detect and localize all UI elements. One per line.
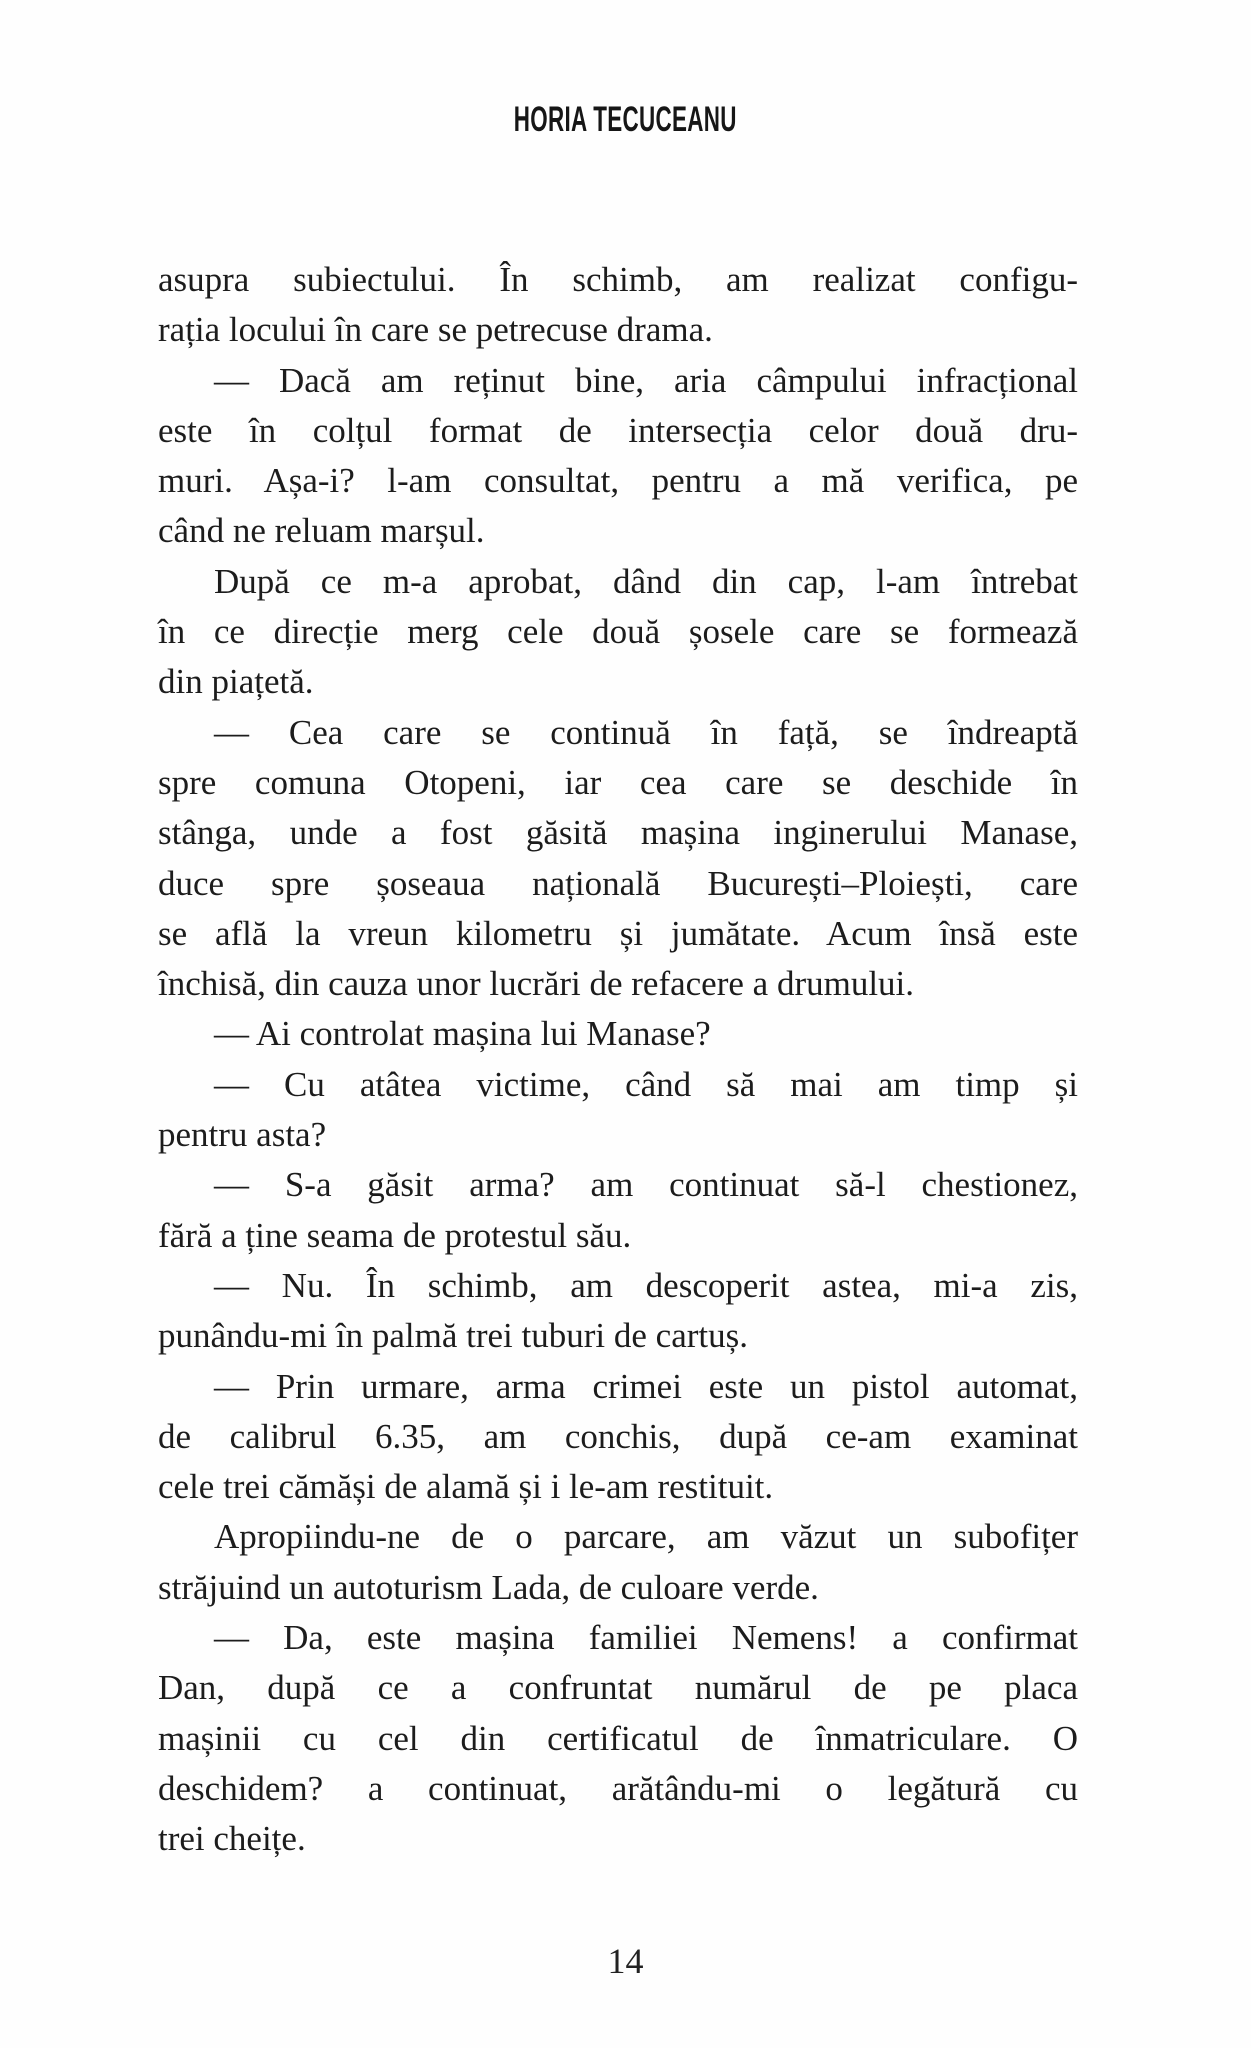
text-line: rația locului în care se petrecuse drama. xyxy=(158,310,713,350)
paragraph xyxy=(158,1362,1078,1513)
text-line: de calibrul 6.35, am conchis, după ce-am examinat xyxy=(158,1416,1078,1456)
running-header-text: HORIA TECUCEANU xyxy=(514,100,737,139)
text-line: fără a ține seama de protestul său. xyxy=(158,1215,632,1255)
text-line: muri. Așa-i? l-am consultat, pentru a mă verifica, pe xyxy=(158,461,1078,501)
running-header xyxy=(0,100,1251,140)
text-line: — S-a găsit arma? am continuat să-l chestionez, xyxy=(214,1165,1078,1205)
paragraph xyxy=(158,1512,1078,1613)
paragraph xyxy=(158,557,1078,708)
text-line: — Da, este mașina familiei Nemens! a confirmat xyxy=(214,1618,1078,1658)
paragraph xyxy=(158,1613,1078,1864)
paragraph xyxy=(158,1160,1078,1261)
text-line: din piațetă. xyxy=(158,662,314,702)
text-line: — Cea care se continuă în față, se îndreaptă xyxy=(214,712,1078,752)
text-line: mașinii cu cel din certificatul de înmatriculare. O xyxy=(158,1718,1078,1758)
text-line: După ce m-a aprobat, dând din cap, l-am întrebat xyxy=(214,561,1078,601)
text-line: — Cu atâtea victime, când să mai am timp și xyxy=(214,1064,1078,1104)
text-block xyxy=(158,255,1078,1865)
text-line: spre comuna Otopeni, iar cea care se deschide în xyxy=(158,762,1078,802)
text-line: străjuind un autoturism Lada, de culoare verde. xyxy=(158,1567,819,1607)
text-line: trei cheițe. xyxy=(158,1819,306,1859)
paragraph xyxy=(158,1261,1078,1362)
text-line: deschidem? a continuat, arătându-mi o legătură cu xyxy=(158,1768,1078,1808)
text-line: când ne reluam marșul. xyxy=(158,511,485,551)
text-line: în ce direcție merg cele două șosele care se formează xyxy=(158,612,1078,652)
text-line: — Prin urmare, arma crimei este un pistol automat, xyxy=(214,1366,1078,1406)
text-line: se află la vreun kilometru și jumătate. Acum însă este xyxy=(158,913,1078,953)
text-line: punându-mi în palmă trei tuburi de cartuș. xyxy=(158,1316,748,1356)
text-line: Dan, după ce a confruntat numărul de pe placa xyxy=(158,1668,1078,1708)
text-line: pentru asta? xyxy=(158,1115,327,1155)
text-line: asupra subiectului. În schimb, am realizat configu- xyxy=(158,260,1078,299)
text-line: Apropiindu-ne de o parcare, am văzut un subofițer xyxy=(214,1517,1078,1557)
paragraph xyxy=(158,708,1078,1010)
text-line: — Dacă am reținut bine, aria câmpului infracțional xyxy=(214,360,1078,400)
text-line: duce spre șoseaua națională București–Ploiești, care xyxy=(158,863,1078,903)
text-line: — Ai controlat mașina lui Manase? xyxy=(214,1014,711,1054)
text-line: stânga, unde a fost găsită mașina inginerului Manase, xyxy=(158,813,1078,853)
text-line: este în colțul format de intersecția celor două dru- xyxy=(158,410,1078,450)
text-line: — Nu. În schimb, am descoperit astea, mi-a zis, xyxy=(214,1265,1078,1305)
page-number: 14 xyxy=(607,1941,644,1981)
paragraph xyxy=(158,255,1078,356)
text-line: închisă, din cauza unor lucrări de refacere a drumului. xyxy=(158,964,915,1004)
paragraph xyxy=(158,356,1078,557)
paragraph xyxy=(158,1060,1078,1161)
paragraph xyxy=(158,1009,1078,1059)
text-line: cele trei cămăși de alamă și i le-am restituit. xyxy=(158,1467,774,1507)
